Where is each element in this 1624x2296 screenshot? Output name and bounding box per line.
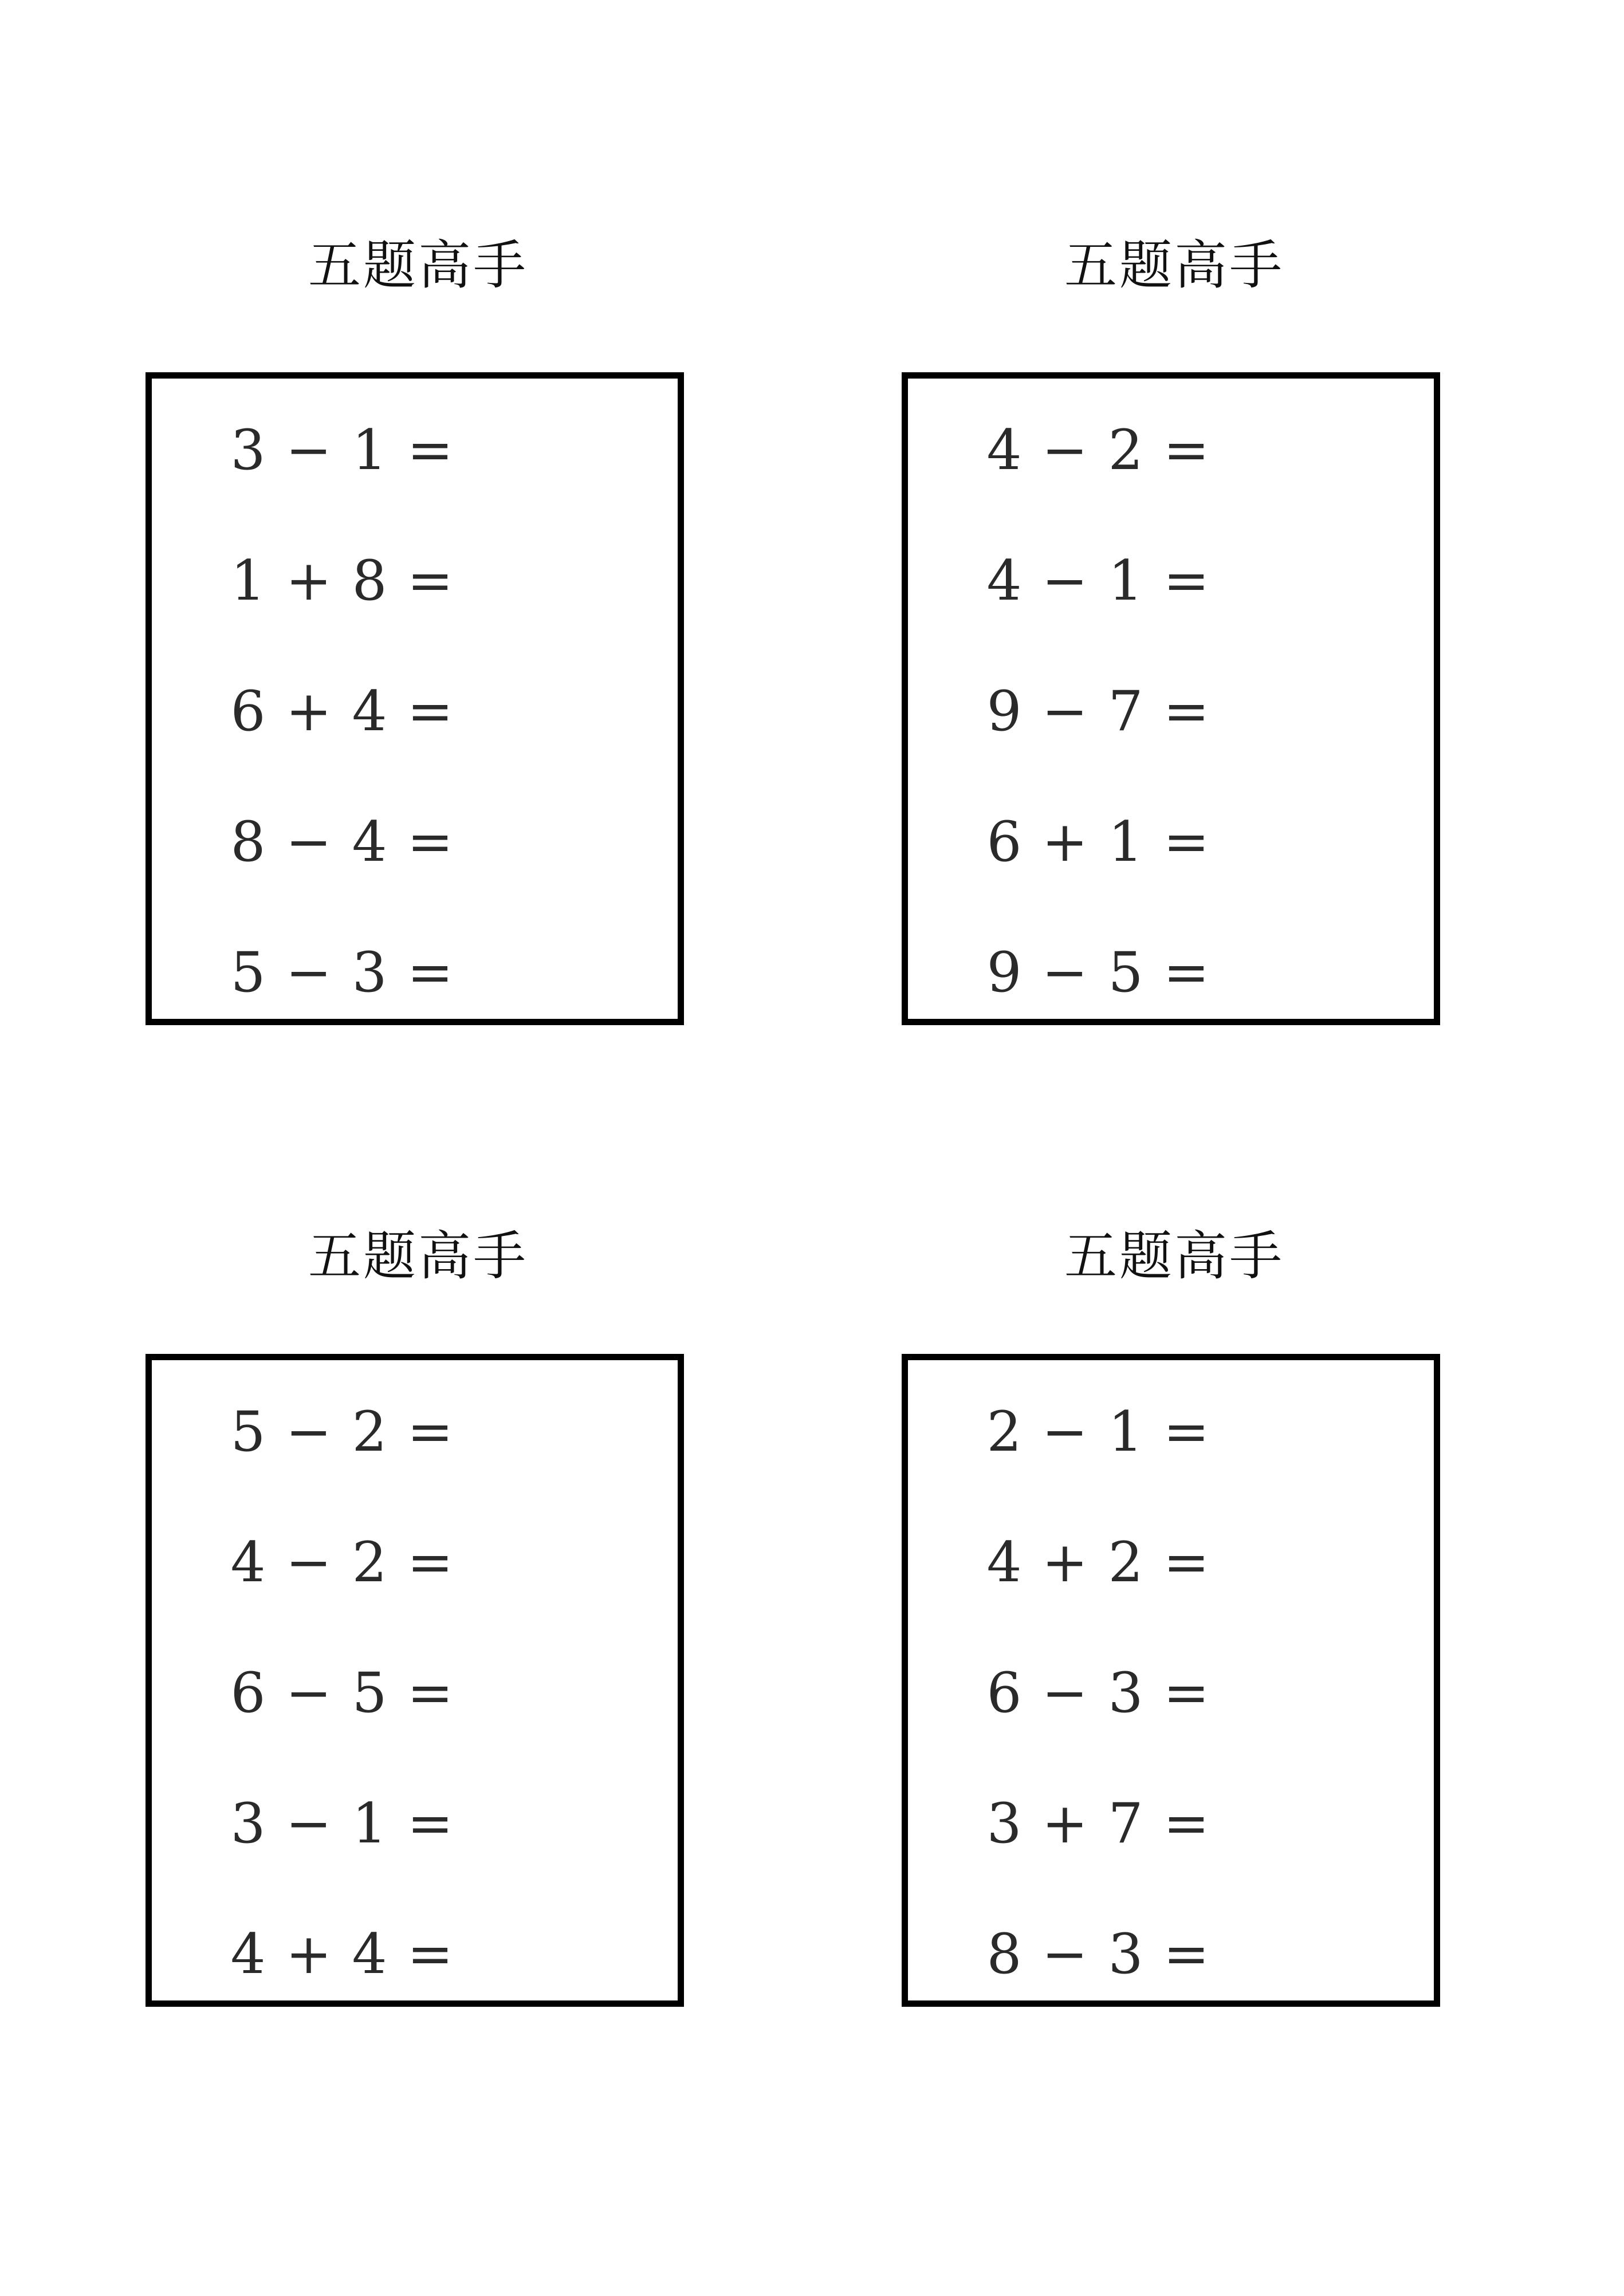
math-problem <box>218 1659 461 1727</box>
math-problem <box>218 416 461 485</box>
equals-sign: = <box>407 549 454 613</box>
equals-sign: = <box>1163 1400 1210 1464</box>
problem-card <box>902 1354 1440 2007</box>
operator: + <box>1041 810 1088 874</box>
operator: − <box>1041 1661 1088 1725</box>
equals-sign: = <box>1163 1922 1210 1986</box>
math-problem <box>218 1789 461 1858</box>
equals-sign: = <box>1163 549 1210 613</box>
math-problem <box>974 1659 1217 1727</box>
operand: 6 <box>230 1661 266 1725</box>
equals-sign: = <box>407 418 454 482</box>
math-problem <box>218 677 461 746</box>
math-problem <box>974 677 1217 746</box>
operand: 9 <box>986 679 1022 743</box>
card-title: 五题高手 <box>308 1226 528 1287</box>
operand: 3 <box>230 418 266 482</box>
operator: + <box>1041 1530 1088 1594</box>
math-problem <box>218 1920 461 1988</box>
operand: 4 <box>986 418 1022 482</box>
equals-sign: = <box>1163 1791 1210 1856</box>
operand: 8 <box>352 549 387 613</box>
operand: 1 <box>1108 1400 1143 1464</box>
operand: 7 <box>1108 1791 1143 1856</box>
equals-sign: = <box>1163 1661 1210 1725</box>
operand: 2 <box>1108 418 1143 482</box>
operand: 6 <box>986 1661 1022 1725</box>
operator: + <box>285 1922 332 1986</box>
operand: 9 <box>986 940 1022 1005</box>
operand: 2 <box>352 1530 387 1594</box>
math-problem <box>218 808 461 876</box>
equals-sign: = <box>407 1530 454 1594</box>
operand: 3 <box>230 1791 266 1856</box>
equals-sign: = <box>407 1400 454 1464</box>
card-title: 五题高手 <box>1064 1226 1284 1287</box>
equals-sign: = <box>407 940 454 1005</box>
math-problem <box>218 1528 461 1597</box>
operand: 3 <box>352 940 387 1005</box>
math-problem <box>974 416 1217 485</box>
operand: 5 <box>230 940 266 1005</box>
operator: − <box>1041 418 1088 482</box>
operand: 6 <box>986 810 1022 874</box>
operator: − <box>285 418 332 482</box>
operand: 1 <box>352 418 387 482</box>
operand: 4 <box>352 679 387 743</box>
equals-sign: = <box>407 1661 454 1725</box>
math-problem <box>218 546 461 615</box>
operator: − <box>1041 940 1088 1005</box>
operator: + <box>285 549 332 613</box>
operand: 4 <box>986 549 1022 613</box>
operand: 5 <box>352 1661 387 1725</box>
operator: − <box>285 1661 332 1725</box>
math-problem <box>218 938 461 1007</box>
operand: 5 <box>230 1400 266 1464</box>
operator: − <box>1041 1922 1088 1986</box>
operator: − <box>285 940 332 1005</box>
operand: 5 <box>1108 940 1143 1005</box>
operator: − <box>1041 549 1088 613</box>
operand: 1 <box>1108 810 1143 874</box>
math-problem <box>974 1528 1217 1597</box>
card-title: 五题高手 <box>308 235 528 296</box>
operand: 4 <box>230 1922 266 1986</box>
operand: 8 <box>986 1922 1022 1986</box>
equals-sign: = <box>407 679 454 743</box>
operand: 2 <box>986 1400 1022 1464</box>
operand: 4 <box>986 1530 1022 1594</box>
operand: 2 <box>352 1400 387 1464</box>
equals-sign: = <box>1163 810 1210 874</box>
equals-sign: = <box>407 810 454 874</box>
equals-sign: = <box>1163 418 1210 482</box>
operand: 3 <box>986 1791 1022 1856</box>
equals-sign: = <box>1163 679 1210 743</box>
operator: − <box>285 1400 332 1464</box>
operand: 1 <box>352 1791 387 1856</box>
equals-sign: = <box>1163 940 1210 1005</box>
operand: 7 <box>1108 679 1143 743</box>
math-problem <box>974 1920 1217 1988</box>
operand: 6 <box>230 679 266 743</box>
operand: 4 <box>352 810 387 874</box>
card-title: 五题高手 <box>1064 235 1284 296</box>
equals-sign: = <box>407 1791 454 1856</box>
operand: 3 <box>1108 1661 1143 1725</box>
operand: 4 <box>352 1922 387 1986</box>
problem-card <box>902 372 1440 1025</box>
operator: − <box>285 1791 332 1856</box>
operator: + <box>285 679 332 743</box>
equals-sign: = <box>1163 1530 1210 1594</box>
operand: 2 <box>1108 1530 1143 1594</box>
math-problem <box>974 1397 1217 1466</box>
problem-card <box>146 372 684 1025</box>
math-problem <box>974 1789 1217 1858</box>
math-problem <box>218 1397 461 1466</box>
equals-sign: = <box>407 1922 454 1986</box>
math-problem <box>974 546 1217 615</box>
operator: − <box>285 810 332 874</box>
math-problem <box>974 808 1217 876</box>
operator: + <box>1041 1791 1088 1856</box>
operand: 3 <box>1108 1922 1143 1986</box>
operator: − <box>1041 679 1088 743</box>
operand: 1 <box>1108 549 1143 613</box>
operator: − <box>285 1530 332 1594</box>
math-problem <box>974 938 1217 1007</box>
operand: 4 <box>230 1530 266 1594</box>
problem-card <box>146 1354 684 2007</box>
operand: 1 <box>230 549 266 613</box>
operator: − <box>1041 1400 1088 1464</box>
operand: 8 <box>230 810 266 874</box>
